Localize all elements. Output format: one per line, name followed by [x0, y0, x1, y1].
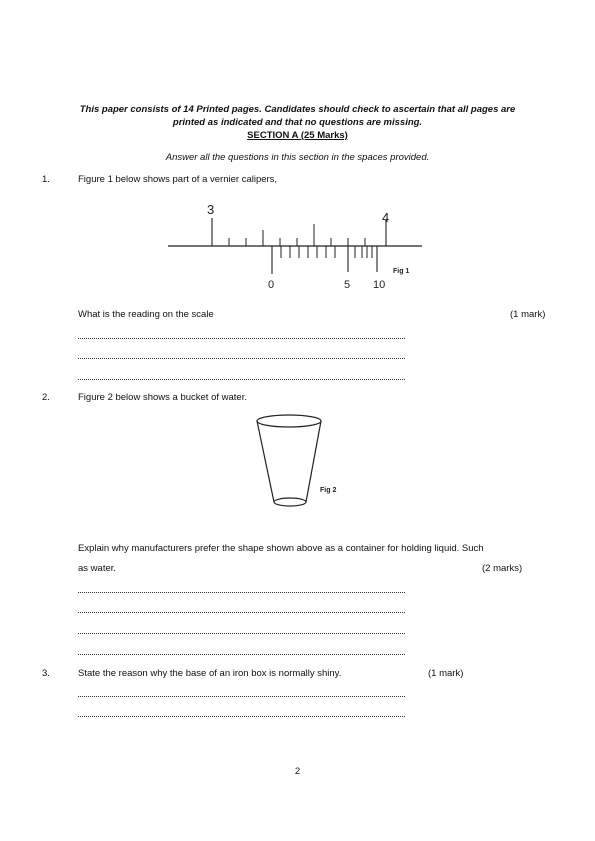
question-2-marks: (2 marks) — [482, 563, 523, 574]
question-3-number: 3. — [42, 668, 50, 679]
answer-line[interactable] — [78, 633, 405, 634]
answer-line[interactable] — [78, 338, 405, 339]
main-scale-label-3: 3 — [207, 202, 215, 217]
page-number: 2 — [294, 766, 301, 777]
question-3-marks: (1 mark) — [428, 668, 464, 679]
question-1-prompt: What is the reading on the scale — [78, 309, 214, 320]
main-scale-label-4: 4 — [382, 210, 390, 225]
question-2-prompt-line2: as water. — [78, 563, 117, 574]
answer-line[interactable] — [78, 612, 405, 613]
answer-line[interactable] — [78, 358, 405, 359]
page-notice-line2: printed as indicated and that no questions are missing. — [172, 117, 423, 128]
question-2-stem: Figure 2 below shows a bucket of water. — [78, 392, 247, 403]
vernier-label-5: 5 — [344, 279, 351, 291]
question-1-number: 1. — [42, 174, 50, 185]
vernier-caliper-figure — [160, 196, 430, 296]
question-1-stem: Figure 1 below shows part of a vernier calipers, — [78, 174, 278, 185]
section-title: SECTION A (25 Marks) — [247, 130, 348, 141]
answer-line[interactable] — [78, 696, 405, 697]
vernier-label-0: 0 — [268, 279, 275, 291]
question-2-prompt-line1: Explain why manufacturers prefer the shape shown above as a container for holding liquid. Such — [78, 543, 484, 554]
answer-line[interactable] — [78, 592, 405, 593]
question-3-prompt: State the reason why the base of an iron box is normally shiny. — [78, 668, 342, 679]
section-instruction: Answer all the questions in this section in the spaces provided. — [165, 152, 430, 163]
answer-line[interactable] — [78, 716, 405, 717]
vernier-label-10: 10 — [373, 279, 386, 291]
answer-line[interactable] — [78, 379, 405, 380]
answer-line[interactable] — [78, 654, 405, 655]
question-2-number: 2. — [42, 392, 50, 403]
figure-1-label: Fig 1 — [393, 268, 410, 275]
page-notice-line1: This paper consists of 14 Printed pages. Candidates should check to ascertain that all pages are — [79, 104, 516, 115]
figure-2-label: Fig 2 — [320, 487, 337, 494]
question-1-marks: (1 mark) — [510, 309, 546, 320]
bucket-figure — [248, 408, 353, 516]
